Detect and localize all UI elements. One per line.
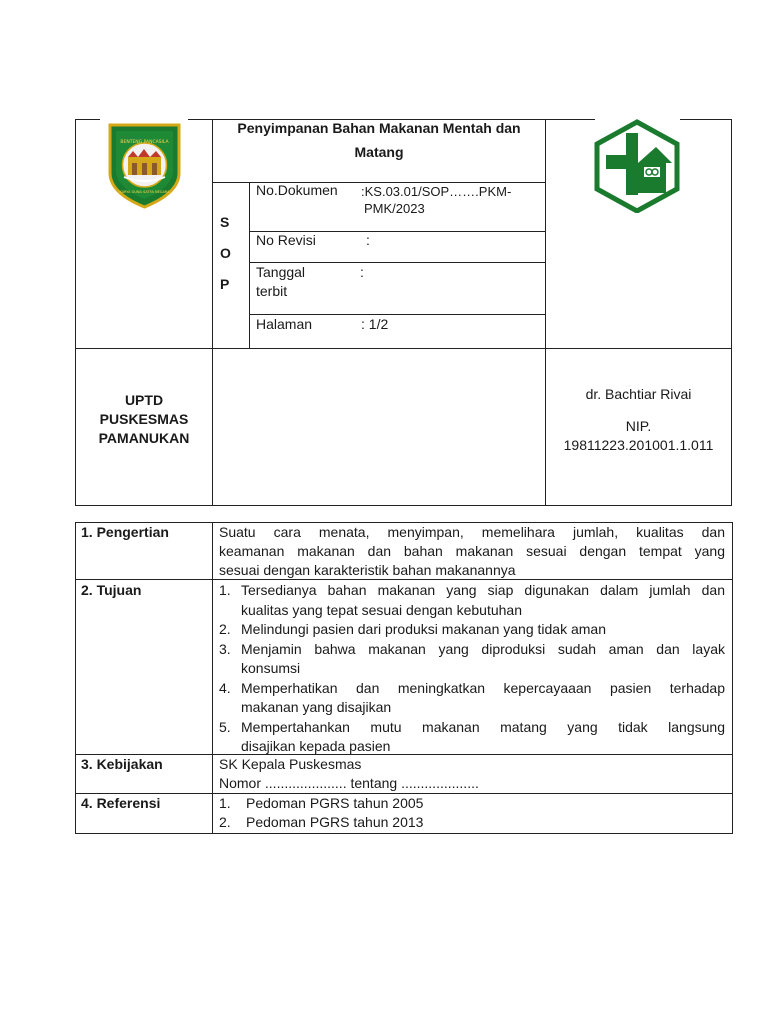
no-dokumen-value-cont: PMK/2023 [364,201,425,216]
referensi-item-1: Pedoman PGRS tahun 2005 [246,795,424,811]
referensi-num-1: 1. [219,795,231,811]
kebijakan-line1: SK Kepala Puskesmas [219,756,362,772]
list-number: 5. [219,718,231,735]
list-item [219,679,725,718]
no-dokumen-value: :KS.03.01/SOP…….PKM- [361,184,512,199]
list-number: 2. [219,621,231,637]
tanggal-terbit-label: Tanggal [256,264,306,280]
list-item [219,718,725,757]
halaman-label: Halaman [256,316,313,332]
list-item-text: Melindungi pasien dari produksi makanan yang tidak aman [241,621,606,637]
signatory-nip: 19811223.201001.1.011 [563,437,714,453]
list-item-text: makanan yang disajikan [241,699,392,715]
list-number: 1. [219,582,231,598]
signatory-name: dr. Bachtiar Rivai [585,386,692,402]
regency-emblem-logo [106,121,183,209]
list-item [219,620,725,640]
list-number: 4. [219,679,231,696]
list-item-text: Menjamin bahwa makanan yang diproduksi sudah aman dan layak [241,640,725,657]
tujuan-label: 2. Tujuan [81,582,142,598]
sop-letter-o: O [220,245,231,261]
list-number: 3. [219,640,231,657]
document-title-line1: Penyimpanan Bahan Makanan Mentah dan [237,120,521,136]
pengertian-text [219,523,725,580]
institution-line3: PAMANUKAN [98,430,190,446]
pengertian-line: sesuai dengan karakteristik bahan makanannya [219,562,516,578]
document-title-line2: Matang [354,144,404,160]
tanggal-terbit-value: : [360,264,364,280]
list-item-text: Mempertahankan mutu makanan matang yang tidak langsung [241,718,725,735]
no-revisi-label: No Revisi [256,232,316,248]
list-item [219,581,725,620]
no-revisi-value: : [366,232,370,248]
sop-letter-s: S [220,214,230,230]
kebijakan-line2: Nomor ..................... tentang .................... [219,775,479,791]
signatory-nip-label: NIP. [625,418,652,434]
list-item-text: konsumsi [241,660,301,676]
puskesmas-logo [592,119,682,213]
pengertian-line: Suatu cara menata, menyimpan, memelihara jumlah, kualitas dan [219,524,725,540]
sop-letter-p: P [220,276,230,292]
institution-line2: PUSKESMAS [99,411,189,427]
pengertian-label: 1. Pengertian [81,524,169,540]
svg-text:BENTENG PANCASILA: BENTENG PANCASILA [120,140,169,145]
list-item-text: Memperhatikan dan meningkatkan kepercayaaan pasien terhadap [241,679,725,696]
referensi-label: 4. Referensi [81,795,161,811]
svg-text:KARYA GUNA SATYA NEGARA: KARYA GUNA SATYA NEGARA [119,190,170,194]
referensi-num-2: 2. [219,814,231,830]
tujuan-list [219,581,725,757]
list-item-text: Tersedianya bahan makanan yang siap digunakan dalam jumlah dan [241,582,725,598]
list-item-text: disajikan kepada pasien [241,738,391,754]
no-dokumen-label: No.Dokumen [256,182,338,198]
list-item [219,640,725,679]
halaman-value: : 1/2 [361,316,389,332]
pengertian-line: keamanan makanan dan bahan makanan sesuai dengan tempat yang [219,543,725,559]
list-item-text: kualitas yang tepat sesuai dengan kebutuhan [241,601,522,618]
tanggal-terbit-label-cont: terbit [256,283,288,299]
referensi-item-2: Pedoman PGRS tahun 2013 [246,814,424,830]
kebijakan-label: 3. Kebijakan [81,756,163,772]
institution-line1: UPTD [124,392,164,408]
